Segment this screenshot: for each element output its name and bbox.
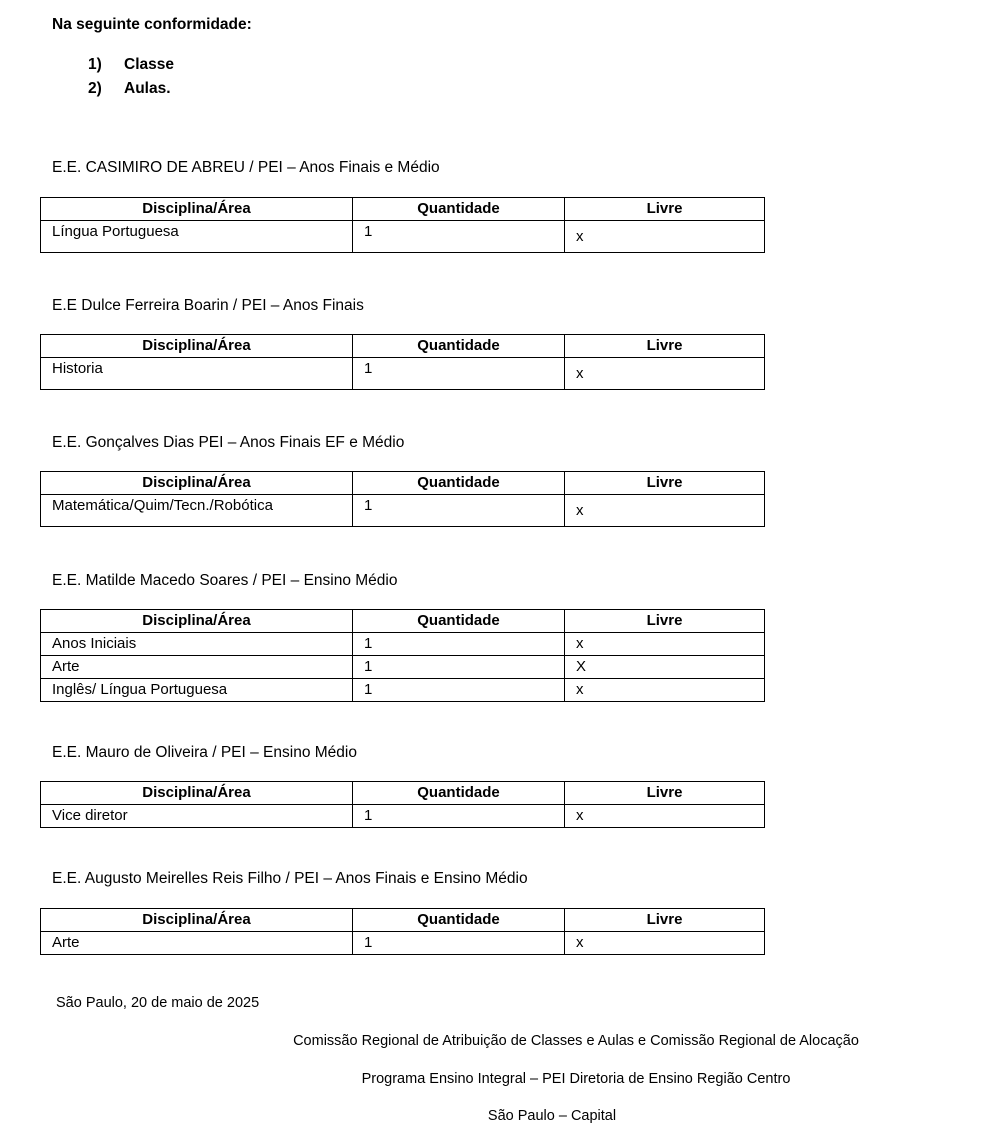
list-label: Classe xyxy=(124,56,174,73)
cell-discipline: Matemática/Quim/Tecn./Robótica xyxy=(41,495,353,527)
cell-discipline: Língua Portuguesa xyxy=(41,221,353,253)
header-free: Livre xyxy=(565,909,765,932)
table-row xyxy=(41,358,765,390)
header-discipline: Disciplina/Área xyxy=(41,472,353,495)
list-item-classe xyxy=(88,56,174,74)
vacancy-table xyxy=(40,471,765,527)
table-header-row xyxy=(41,335,765,358)
list-number: 2) xyxy=(88,80,102,97)
header-quantity: Quantidade xyxy=(353,909,565,932)
table-row xyxy=(41,633,765,656)
vacancy-table xyxy=(40,781,765,828)
footer-city: São Paulo – Capital xyxy=(487,1108,617,1124)
cell-free: x xyxy=(565,495,765,527)
school-title: E.E. Gonçalves Dias PEI – Anos Finais EF e Médio xyxy=(52,434,405,451)
table-header-row xyxy=(41,198,765,221)
cell-free: X xyxy=(565,656,765,679)
header-free: Livre xyxy=(565,610,765,633)
header-quantity: Quantidade xyxy=(353,198,565,221)
cell-quantity: 1 xyxy=(353,932,565,955)
cell-discipline: Vice diretor xyxy=(41,805,353,828)
table-header-row xyxy=(41,472,765,495)
header-free: Livre xyxy=(565,472,765,495)
cell-quantity: 1 xyxy=(353,633,565,656)
footer-program: Programa Ensino Integral – PEI Diretoria de Ensino Região Centro xyxy=(361,1071,791,1087)
header-discipline: Disciplina/Área xyxy=(41,782,353,805)
cell-quantity: 1 xyxy=(353,358,565,390)
cell-discipline: Historia xyxy=(41,358,353,390)
cell-quantity: 1 xyxy=(353,805,565,828)
table-row xyxy=(41,221,765,253)
cell-free: x xyxy=(565,805,765,828)
school-title: E.E. Mauro de Oliveira / PEI – Ensino Médio xyxy=(52,744,357,761)
date-line: São Paulo, 20 de maio de 2025 xyxy=(56,995,260,1011)
cell-discipline: Arte xyxy=(41,656,353,679)
table-header-row xyxy=(41,610,765,633)
cell-free: x xyxy=(565,358,765,390)
school-title: E.E Dulce Ferreira Boarin / PEI – Anos Finais xyxy=(52,297,364,314)
cell-free: x xyxy=(565,633,765,656)
header-free: Livre xyxy=(565,335,765,358)
cell-free: x xyxy=(565,221,765,253)
cell-quantity: 1 xyxy=(353,656,565,679)
list-number: 1) xyxy=(88,56,102,73)
header-quantity: Quantidade xyxy=(353,335,565,358)
cell-discipline: Inglês/ Língua Portuguesa xyxy=(41,679,353,702)
school-title: E.E. Augusto Meirelles Reis Filho / PEI – Anos Finais e Ensino Médio xyxy=(52,870,528,887)
header-discipline: Disciplina/Área xyxy=(41,198,353,221)
table-row xyxy=(41,495,765,527)
header-quantity: Quantidade xyxy=(353,610,565,633)
list-item-aulas xyxy=(88,80,171,98)
table-row xyxy=(41,805,765,828)
intro-heading: Na seguinte conformidade: xyxy=(52,16,252,33)
school-title: E.E. CASIMIRO DE ABREU / PEI – Anos Finais e Médio xyxy=(52,159,440,176)
header-discipline: Disciplina/Área xyxy=(41,335,353,358)
vacancy-table xyxy=(40,908,765,955)
school-title: E.E. Matilde Macedo Soares / PEI – Ensino Médio xyxy=(52,572,398,589)
vacancy-table xyxy=(40,197,765,253)
header-free: Livre xyxy=(565,782,765,805)
cell-quantity: 1 xyxy=(353,221,565,253)
header-free: Livre xyxy=(565,198,765,221)
vacancy-table xyxy=(40,334,765,390)
list-label: Aulas. xyxy=(124,80,171,97)
footer-commission: Comissão Regional de Atribuição de Classes e Aulas e Comissão Regional de Alocação xyxy=(293,1033,859,1049)
cell-quantity: 1 xyxy=(353,495,565,527)
header-quantity: Quantidade xyxy=(353,472,565,495)
header-quantity: Quantidade xyxy=(353,782,565,805)
cell-quantity: 1 xyxy=(353,679,565,702)
table-header-row xyxy=(41,782,765,805)
vacancy-table xyxy=(40,609,765,702)
cell-discipline: Anos Iniciais xyxy=(41,633,353,656)
cell-free: x xyxy=(565,932,765,955)
table-row xyxy=(41,679,765,702)
table-row xyxy=(41,656,765,679)
header-discipline: Disciplina/Área xyxy=(41,610,353,633)
header-discipline: Disciplina/Área xyxy=(41,909,353,932)
table-row xyxy=(41,932,765,955)
cell-discipline: Arte xyxy=(41,932,353,955)
table-header-row xyxy=(41,909,765,932)
cell-free: x xyxy=(565,679,765,702)
